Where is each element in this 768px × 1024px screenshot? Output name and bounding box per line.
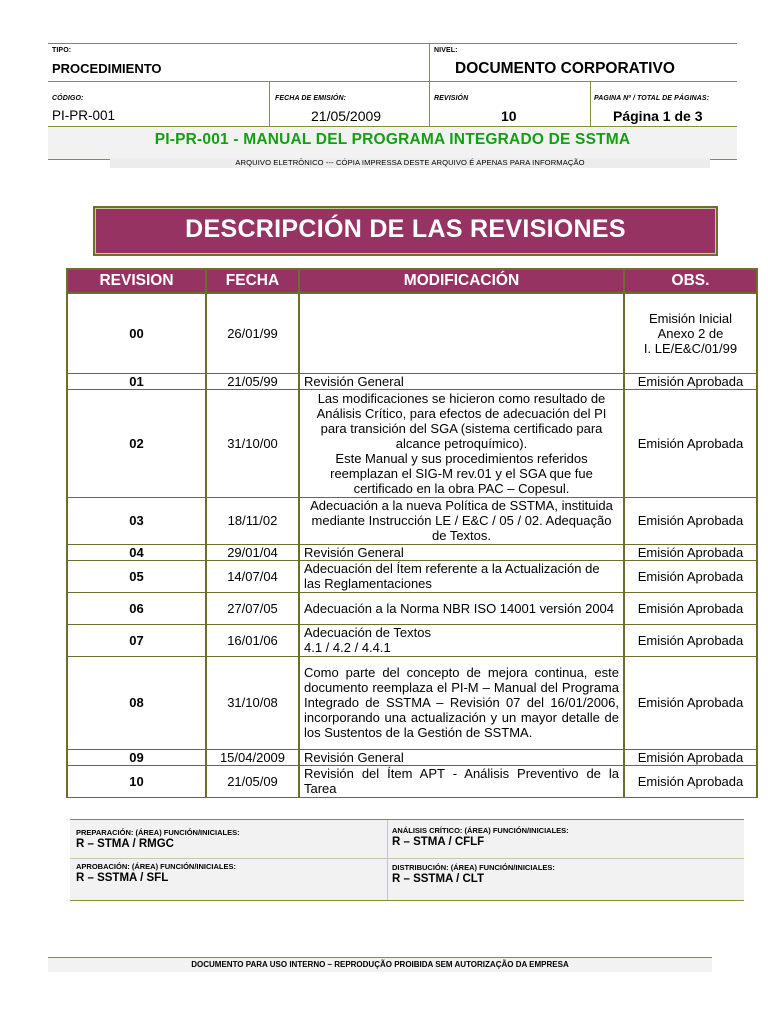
table-row <box>67 389 757 497</box>
preparacion-value: R – STMA / RMGC <box>76 838 174 850</box>
revisions-table <box>66 268 758 798</box>
table-row <box>67 624 757 656</box>
table-row <box>67 293 757 373</box>
revision-modification: Revisión General <box>299 373 624 389</box>
revision-modification: Como parte del concepto de mejora continua, este documento reemplaza el PI-M – Manual del Programa Integrado de SSTMA – Revisión 07 del 16/01/2006, incorporando una actualización y un mayor detalle de los Sustentos de la Gestión de SSTMA. <box>299 656 624 749</box>
revision-modification: Adecuación a la Norma NBR ISO 14001 versión 2004 <box>299 592 624 624</box>
archive-note: ARQUIVO ELETRÔNICO --- CÓPIA IMPRESSA DESTE ARQUIVO É APENAS PARA INFORMAÇÃO <box>110 158 710 168</box>
revision-date: 18/11/02 <box>206 497 299 544</box>
column-header-modificacion: MODIFICACIÓN <box>299 269 624 293</box>
revision-label: REVISIÓN <box>434 95 469 102</box>
pagina-value: Página 1 de 3 <box>613 108 703 124</box>
analisis-label: ANÁLISIS CRÍTICO: (ÁREA) FUNCIÓN/INICIALES: <box>392 826 569 835</box>
revision-number: 01 <box>67 373 206 389</box>
revision-date: 16/01/06 <box>206 624 299 656</box>
revision-obs: Emisión Inicial Anexo 2 de I. LE/E&C/01/99 <box>624 293 757 373</box>
table-header-row <box>67 269 757 293</box>
column-header-fecha: FECHA <box>206 269 299 293</box>
revision-number: 00 <box>67 293 206 373</box>
revision-number: 07 <box>67 624 206 656</box>
column-header-revision: REVISION <box>67 269 206 293</box>
codigo-value: PI-PR-001 <box>52 108 116 123</box>
revision-modification: Adecuación del Ítem referente a la Actualización de las Reglamentaciones <box>299 560 624 592</box>
codigo-label: CÓDIGO: <box>52 95 84 102</box>
revision-number: 10 <box>67 765 206 797</box>
revision-modification: Adecuación de Textos 4.1 / 4.2 / 4.4.1 <box>299 624 624 656</box>
revision-number: 09 <box>67 749 206 765</box>
tipo-value: PROCEDIMIENTO <box>52 61 162 76</box>
revision-obs: Emisión Aprobada <box>624 749 757 765</box>
revision-date: 15/04/2009 <box>206 749 299 765</box>
fecha-emision-value: 21/05/2009 <box>311 108 382 124</box>
pagina-label: PAGINA Nº / TOTAL DE PÁGINAS: <box>594 95 710 102</box>
revision-modification: Revisión General <box>299 749 624 765</box>
revision-number: 08 <box>67 656 206 749</box>
nivel-value: DOCUMENTO CORPORATIVO <box>455 60 675 77</box>
table-row <box>67 373 757 389</box>
revision-date: 14/07/04 <box>206 560 299 592</box>
document-title: PI-PR-001 - MANUAL DEL PROGRAMA INTEGRADO DE SSTMA <box>154 131 631 148</box>
signature-block <box>70 819 744 901</box>
table-row <box>67 560 757 592</box>
tipo-label: TIPO: <box>52 47 72 54</box>
footer-note: DOCUMENTO PARA USO INTERNO – REPRODUÇÃO PROIBIDA SEM AUTORIZAÇÃO DA EMPRESA <box>191 960 569 969</box>
revision-date: 29/01/04 <box>206 544 299 560</box>
revision-obs: Emisión Aprobada <box>624 592 757 624</box>
revision-modification <box>299 293 624 373</box>
revision-modification: Adecuación a la nueva Política de SSTMA, instituida mediante Instrucción LE / E&C / 05 / 02. Adequação de Textos. <box>299 497 624 544</box>
table-row <box>67 497 757 544</box>
table-row <box>67 749 757 765</box>
revision-obs: Emisión Aprobada <box>624 656 757 749</box>
revision-modification: Revisión General <box>299 544 624 560</box>
distribucion-label: DISTRIBUCIÓN: (ÁREA) FUNCIÓN/INICIALES: <box>392 863 555 872</box>
fecha-emision-label: FECHA DE EMISIÓN: <box>275 95 347 102</box>
revision-obs: Emisión Aprobada <box>624 373 757 389</box>
revision-number: 04 <box>67 544 206 560</box>
table-row <box>67 765 757 797</box>
revision-date: 31/10/08 <box>206 656 299 749</box>
table-row <box>67 656 757 749</box>
preparacion-label: PREPARACIÓN: (ÁREA) FUNCIÓN/INICIALES: <box>76 828 240 837</box>
aprobacion-label: APROBACIÓN: (ÁREA) FUNCIÓN/INICIALES: <box>76 862 236 871</box>
revision-date: 27/07/05 <box>206 592 299 624</box>
revision-modification: Revisión del Ítem APT - Análisis Preventivo de la Tarea <box>299 765 624 797</box>
revision-date: 26/01/99 <box>206 293 299 373</box>
revision-obs: Emisión Aprobada <box>624 765 757 797</box>
distribucion-value: R – SSTMA / CLT <box>392 873 484 885</box>
revision-date: 31/10/00 <box>206 389 299 497</box>
revision-obs: Emisión Aprobada <box>624 624 757 656</box>
revision-date: 21/05/09 <box>206 765 299 797</box>
revision-number: 03 <box>67 497 206 544</box>
revision-obs: Emisión Aprobada <box>624 389 757 497</box>
table-row <box>67 592 757 624</box>
nivel-label: NIVEL: <box>434 47 458 54</box>
section-title: DESCRIPCIÓN DE LAS REVISIONES <box>93 206 718 256</box>
revision-value: 10 <box>501 108 517 124</box>
revision-date: 21/05/99 <box>206 373 299 389</box>
revision-obs: Emisión Aprobada <box>624 544 757 560</box>
revision-modification: Las modificaciones se hicieron como resultado de Análisis Crítico, para efectos de adecuación del PI para transición del SGA (sistema certificado para alcance petroquímico). Este Manual y sus procedimientos referidos reemplazan el SIG-M rev.01 y el SGA que fue certificado en la obra PAC – Copesul. <box>299 389 624 497</box>
table-row <box>67 544 757 560</box>
revision-number: 06 <box>67 592 206 624</box>
revision-number: 02 <box>67 389 206 497</box>
revision-number: 05 <box>67 560 206 592</box>
revision-obs: Emisión Aprobada <box>624 497 757 544</box>
revision-obs: Emisión Aprobada <box>624 560 757 592</box>
aprobacion-value: R – SSTMA / SFL <box>76 872 169 884</box>
column-header-obs: OBS. <box>624 269 757 293</box>
analisis-value: R – STMA / CFLF <box>392 836 485 848</box>
